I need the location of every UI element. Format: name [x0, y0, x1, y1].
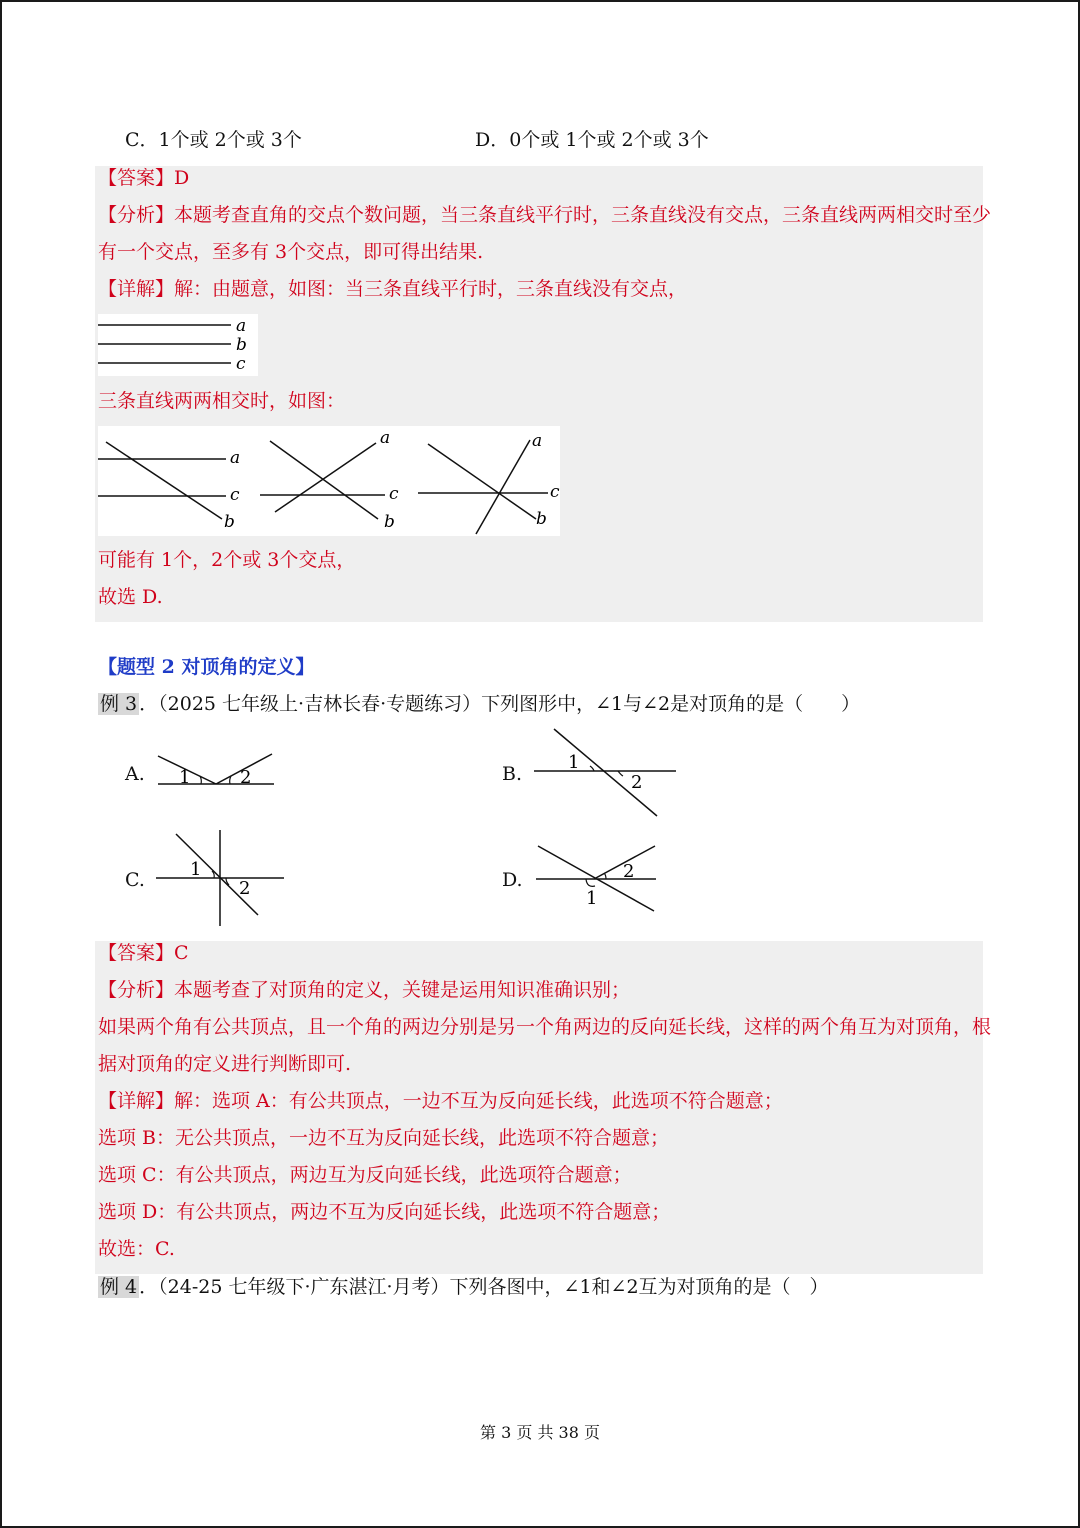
- fig-option-c: [150, 827, 290, 929]
- angle-2-c: 2: [239, 878, 251, 899]
- fig-option-c-label: C.: [125, 869, 145, 891]
- analysis-1-line1: 【分析】本题考查直角的交点个数问题，当三条直线平行时，三条直线没有交点，三条直线两两相交时至少: [98, 204, 992, 226]
- choose-1: 故选 D.: [98, 586, 163, 608]
- angle-2-b: 2: [631, 772, 643, 793]
- fig-option-b-label: B.: [502, 763, 523, 785]
- intersecting-lines-figure: [98, 426, 560, 536]
- page-footer: 第 3 页 共 38 页: [480, 1423, 600, 1442]
- label-b-case3: b: [536, 509, 547, 529]
- angle-2-d: 2: [623, 861, 635, 882]
- label-a: a: [236, 316, 247, 336]
- angle-2-a: 2: [240, 767, 252, 788]
- angle-1-b: 1: [568, 752, 580, 773]
- section-title: 【题型 2 对顶角的定义】: [98, 656, 315, 678]
- example4-stem: [98, 1275, 829, 1299]
- fig-option-a-label: A.: [125, 763, 145, 785]
- label-c-case1: c: [230, 485, 240, 505]
- angle-1-a: 1: [179, 767, 191, 788]
- fig-option-a: [150, 745, 280, 795]
- possible-count: 可能有 1个，2个或 3个交点，: [98, 549, 356, 571]
- answer-1: 【答案】D: [98, 167, 190, 189]
- detail-option-d: 选项 D：有公共顶点，两边不互为反向延长线，此选项不符合题意；: [98, 1201, 671, 1223]
- label-a-case3: a: [532, 431, 543, 451]
- angle-1-d: 1: [586, 888, 598, 909]
- detail-option-b: 选项 B：无公共顶点，一边不互为反向延长线，此选项不符合题意；: [98, 1127, 670, 1149]
- label-c-case3: c: [550, 482, 560, 502]
- option-c-prev: C．1个或 2个或 3个: [125, 129, 302, 151]
- label-b-case1: b: [224, 512, 235, 532]
- definition-line1: 如果两个角有公共顶点，且一个角的两边分别是另一个角两边的反向延长线，这样的两个角互为对顶角，根: [98, 1016, 992, 1038]
- example3-text: ．（2025 七年级上·吉林长春·专题练习）下列图形中，∠1与∠2是对顶角的是（ ）: [139, 693, 861, 715]
- detail-2: 【详解】解：选项 A：有公共顶点，一边不互为反向延长线，此选项不符合题意；: [98, 1090, 783, 1112]
- parallel-lines-figure: [98, 314, 258, 376]
- label-c-case2: c: [389, 484, 399, 504]
- analysis-1-line2: 有一个交点，至多有 3个交点，即可得出结果.: [98, 241, 484, 263]
- label-b: b: [236, 335, 247, 355]
- fig-option-d-label: D.: [502, 869, 523, 891]
- example3-stem: [98, 692, 860, 716]
- answer-2: 【答案】C: [98, 942, 189, 964]
- label-b-case2: b: [384, 512, 395, 532]
- example4-text: ．（24-25 七年级下·广东湛江·月考）下列各图中，∠1和∠2互为对顶角的是（ ）: [139, 1276, 829, 1298]
- label-a-case2: a: [380, 428, 391, 448]
- analysis-2: 【分析】本题考查了对顶角的定义，关键是运用知识准确识别；: [98, 979, 631, 1001]
- label-a-case1: a: [230, 448, 241, 468]
- detail-1: 【详解】解：由题意，如图：当三条直线平行时，三条直线没有交点，: [98, 278, 688, 300]
- intersect-text: 三条直线两两相交时，如图：: [98, 390, 346, 412]
- example4-label: 例 4: [100, 1276, 138, 1298]
- fig-option-b: [530, 726, 680, 818]
- example3-label: 例 3: [100, 693, 138, 715]
- label-c: c: [236, 354, 246, 374]
- option-d-prev: D．0个或 1个或 2个或 3个: [475, 129, 709, 151]
- detail-option-c: 选项 C：有公共顶点，两边互为反向延长线，此选项符合题意；: [98, 1164, 632, 1186]
- angle-1-c: 1: [190, 859, 202, 880]
- choose-2: 故选：C.: [98, 1238, 175, 1260]
- definition-line2: 据对顶角的定义进行判断即可.: [98, 1053, 352, 1075]
- fig-option-d: [530, 838, 670, 912]
